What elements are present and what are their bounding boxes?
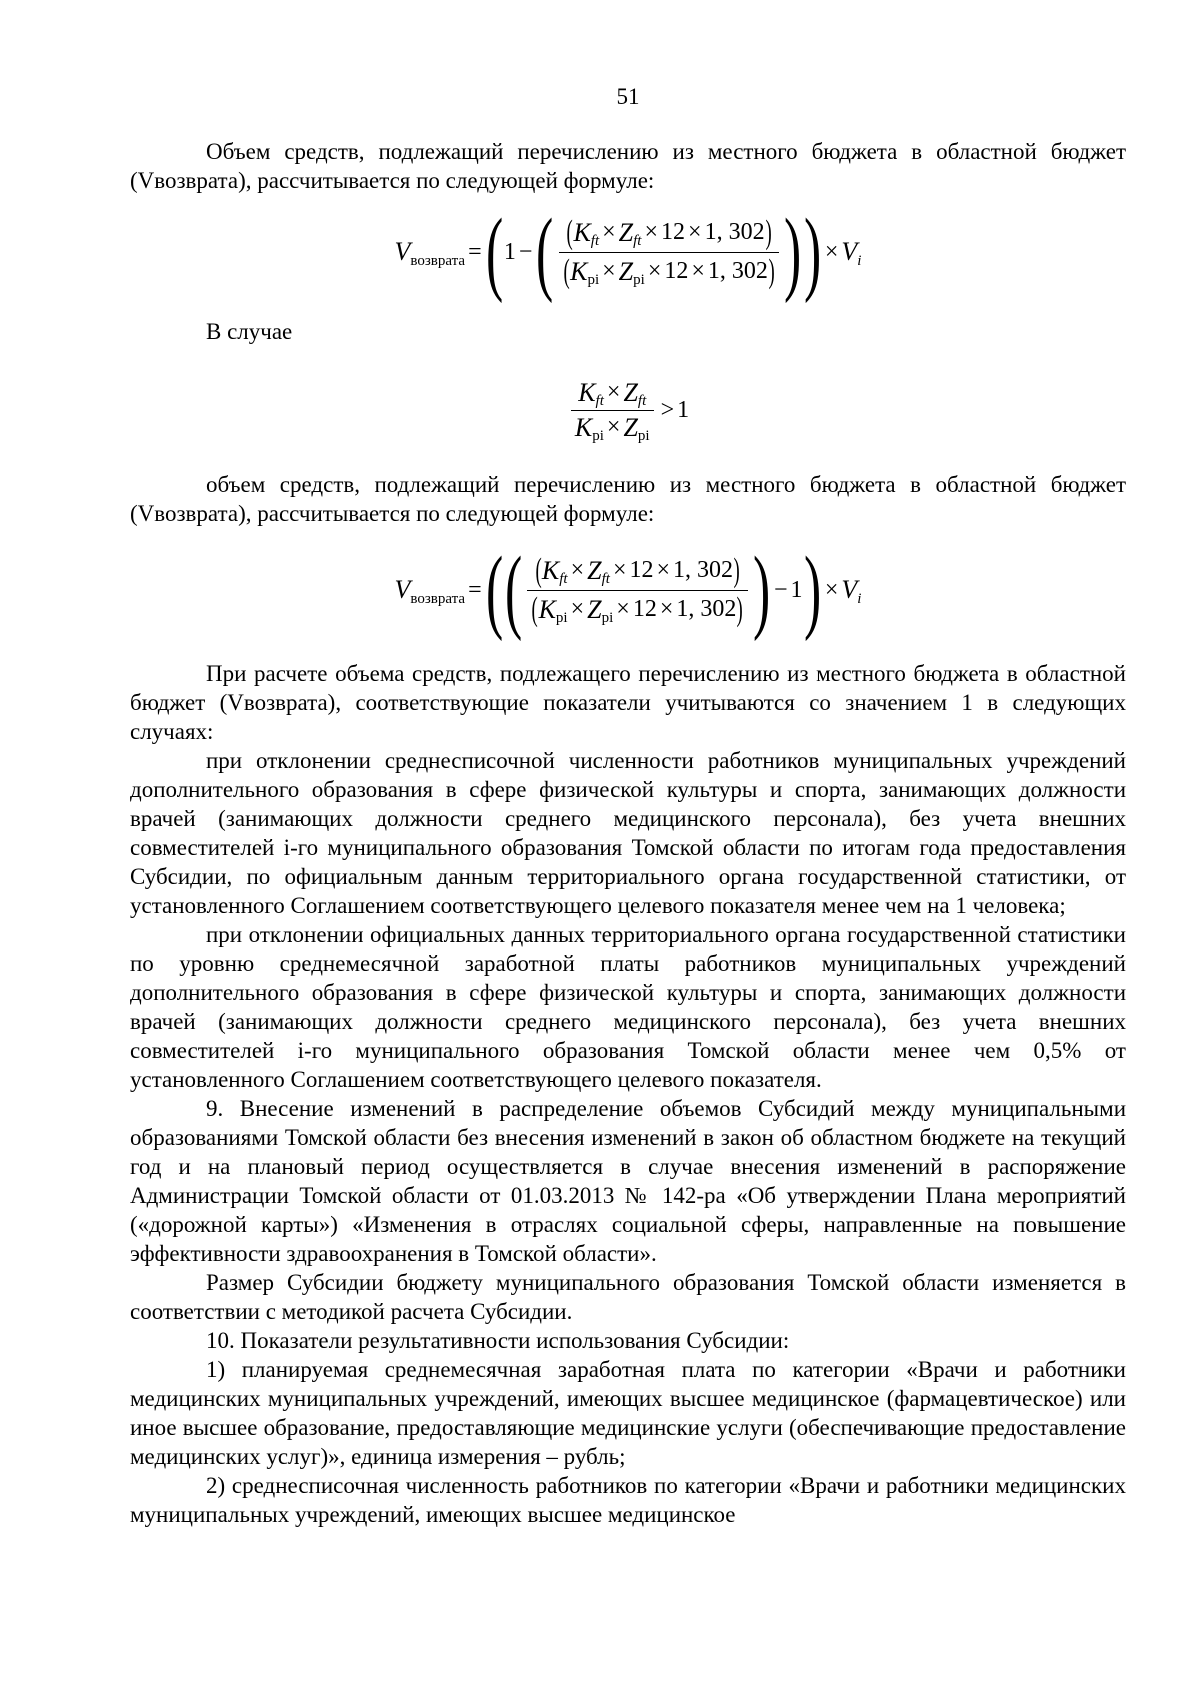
page-number: 51	[616, 84, 640, 109]
paragraph-intro-1	[130, 137, 1126, 195]
formula-subscript: возврата	[410, 252, 466, 269]
formula-number: 1	[677, 396, 690, 423]
formula-v-return-2	[130, 538, 1126, 642]
paragraph-text: при отклонении среднесписочной численности работников муниципальных учреждений дополнительного образования в сфере физической культуры и спорта, занимающих должности врачей (занимающих должности среднего медицинского персонала), без учета внешних совместителей i-го муниципального образования Томской области по итогам года предоставления Субсидии, по официальным данным территориального органа государственной статистики, от установленного Соглашением соответствующего целевого показателя менее чем на 1 человека;	[130, 748, 1126, 918]
paragraph-text: 2) среднесписочная численность работников по категории «Врачи и работники медицинских муниципальных учреждений, имеющих высшее медицинское	[130, 1473, 1126, 1527]
close-paren: )	[803, 538, 821, 642]
formula-symbol: V	[841, 575, 858, 604]
formula-symbol: V	[841, 237, 858, 266]
formula-number: 1	[790, 576, 803, 603]
formula-subscript: i	[857, 590, 862, 607]
paragraph-text: объем средств, подлежащий перечислению из местного бюджета в областной бюджет (Vвозврата), рассчитывается по следующей формуле:	[130, 472, 1126, 526]
paragraph-text: 1) планируемая среднемесячная заработная плата по категории «Врачи и работники медицинских муниципальных учреждений, имеющих высшее медицинское (фармацевтическое) или иное высшее образование, предоставляющие медицинские услуги (обеспечивающие предоставление медицинских услуг)», единица измерения – рубль;	[130, 1357, 1126, 1469]
paragraph-text: при отклонении официальных данных территориального органа государственной статистики по уровню среднемесячной заработной платы работников муниципальных учреждений дополнительного образования в сфере физической культуры и спорта, занимающих должности врачей (занимающих должности среднего медицинского персонала), без учета внешних совместителей i-го муниципального образования Томской области менее чем 0,5% от установленного Соглашением соответствующего целевого показателя.	[130, 922, 1126, 1092]
formula-subscript: возврата	[410, 590, 466, 607]
body-text	[130, 659, 1126, 1529]
formula-fraction: ( K ft × Z ft × 12 × 1, 302 ) ( K pi × Z pi × 12 × 1, 302 )	[527, 554, 747, 627]
close-paren: )	[803, 200, 821, 304]
formula-operator: ×	[824, 576, 839, 603]
formula-condition	[130, 370, 1126, 450]
paragraph-intro-2	[130, 470, 1126, 528]
formula-symbol: V	[394, 237, 411, 266]
close-paren: )	[752, 538, 770, 642]
paragraph-text: Размер Субсидии бюджету муниципального образования Томской области изменяется в соответствии с методикой расчета Субсидии.	[130, 1270, 1126, 1324]
open-paren: (	[485, 200, 503, 304]
formula-operator: ×	[824, 238, 839, 265]
open-paren: (	[536, 200, 554, 304]
case-label: В случае	[206, 319, 293, 344]
formula-operator: =	[468, 238, 482, 265]
close-paren: )	[784, 200, 802, 304]
formula-v-return-1	[130, 200, 1126, 304]
formula-number: 1	[503, 238, 516, 265]
formula-operator: −	[518, 238, 533, 265]
open-paren: (	[504, 538, 523, 642]
paragraph-text: 9. Внесение изменений в распределение объемов Субсидий между муниципальными образованиями Томской области без внесения изменений в закон об областном бюджете на текущий год и на плановый период осуществляется в случае внесения изменений в распоряжение Администрации Томской области от 01.03.2013 № 142-ра «Об утверждении Плана мероприятий («дорожной карты») «Изменения в отраслях социальной сферы, направленные на повышение эффективности здравоохранения в Томской области».	[130, 1096, 1126, 1266]
formula-operator: >	[660, 396, 675, 423]
open-paren: (	[485, 538, 503, 642]
formula-subscript: i	[857, 252, 862, 269]
formula-operator: =	[468, 576, 482, 603]
case-label-block	[130, 317, 1126, 346]
formula-symbol: V	[394, 575, 411, 604]
paragraph-text: 10. Показатели результативности использования Субсидии:	[206, 1328, 790, 1353]
paragraph-text: При расчете объема средств, подлежащего перечислению из местного бюджета в областной бюджет (Vвозврата), соответствующие показатели учитываются со значением 1 в следующих случаях:	[130, 661, 1126, 744]
formula-operator: −	[774, 576, 788, 603]
formula-fraction: ( K ft × Z ft × 12 × 1, 302 ) ( K pi × Z pi × 12 × 1, 302 )	[559, 216, 779, 289]
document-page	[130, 0, 1126, 1698]
paragraph-text: Объем средств, подлежащий перечислению из местного бюджета в областной бюджет (Vвозврата), рассчитывается по следующей формуле:	[130, 139, 1126, 193]
formula-fraction: K ft × Z ft K pi × Z pi	[571, 378, 654, 443]
